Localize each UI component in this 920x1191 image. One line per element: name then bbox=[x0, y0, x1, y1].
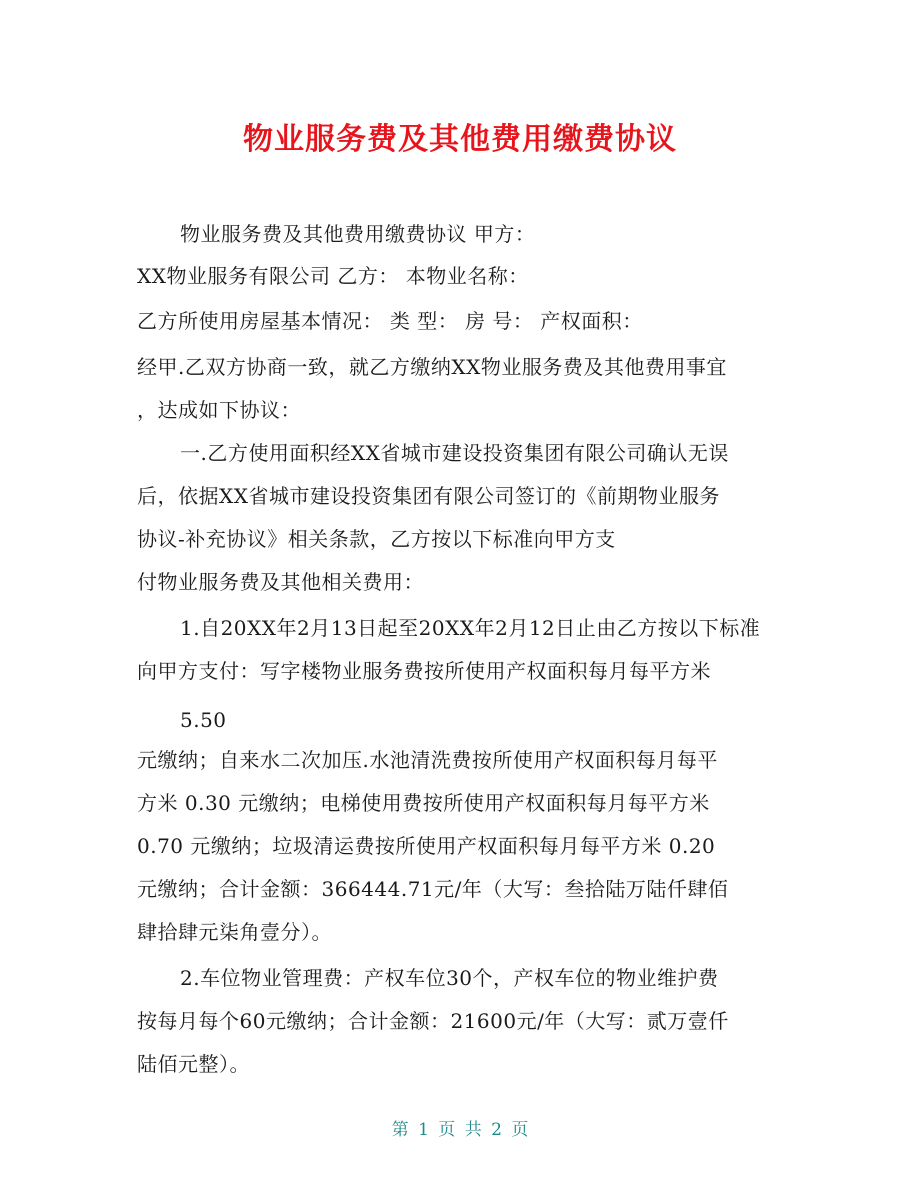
body-line: 陆佰元整）。 bbox=[137, 1052, 250, 1076]
body-line: 后，依据XX省城市建设投资集团有限公司签订的《前期物业服务 bbox=[137, 484, 720, 508]
body-line: 协议-补充协议》相关条款，乙方按以下标准向甲方支 bbox=[137, 527, 616, 551]
body-line: ，达成如下协议： bbox=[137, 398, 301, 422]
body-line: 按每月每个60元缴纳；合计金额：21600元/年（大写：贰万壹仟 bbox=[137, 1009, 729, 1033]
body-line: 肆拾肆元柒角壹分）。 bbox=[137, 920, 332, 944]
body-line: 元缴纳；合计金额：366444.71元/年（大写：叁拾陆万陆仟肆佰 bbox=[137, 877, 729, 901]
body-line: 方米 0.30 元缴纳；电梯使用费按所使用产权面积每月每平方米 bbox=[137, 791, 710, 815]
document-title: 物业服务费及其他费用缴费协议 bbox=[243, 122, 677, 157]
body-line: 向甲方支付：写字楼物业服务费按所使用产权面积每月每平方米 bbox=[137, 659, 711, 683]
body-line: 5.50 bbox=[180, 708, 227, 732]
body-line: 元缴纳；自来水二次加压.水池清洗费按所使用产权面积每月每平 bbox=[137, 748, 718, 772]
body-line: 经甲.乙双方协商一致，就乙方缴纳XX物业服务费及其他费用事宜 bbox=[137, 355, 727, 379]
body-line: 乙方所使用房屋基本情况： 类 型： 房 号： 产权面积： bbox=[137, 309, 643, 333]
body-line: 1.自20XX年2月13日起至20XX年2月12日止由乙方按以下标准 bbox=[180, 616, 761, 640]
body-line: 2.车位物业管理费：产权车位30个，产权车位的物业维护费 bbox=[180, 966, 719, 990]
body-line: 付物业服务费及其他相关费用： bbox=[137, 570, 424, 594]
body-line: XX物业服务有限公司 乙方： 本物业名称： bbox=[137, 264, 529, 288]
body-line: 物业服务费及其他费用缴费协议 甲方： bbox=[180, 222, 536, 246]
body-line: 0.70 元缴纳；垃圾清运费按所使用产权面积每月每平方米 0.20 bbox=[137, 834, 716, 858]
page-footer: 第 1 页 共 2 页 bbox=[391, 1120, 529, 1140]
body-line: 一.乙方使用面积经XX省城市建设投资集团有限公司确认无误 bbox=[180, 441, 729, 465]
